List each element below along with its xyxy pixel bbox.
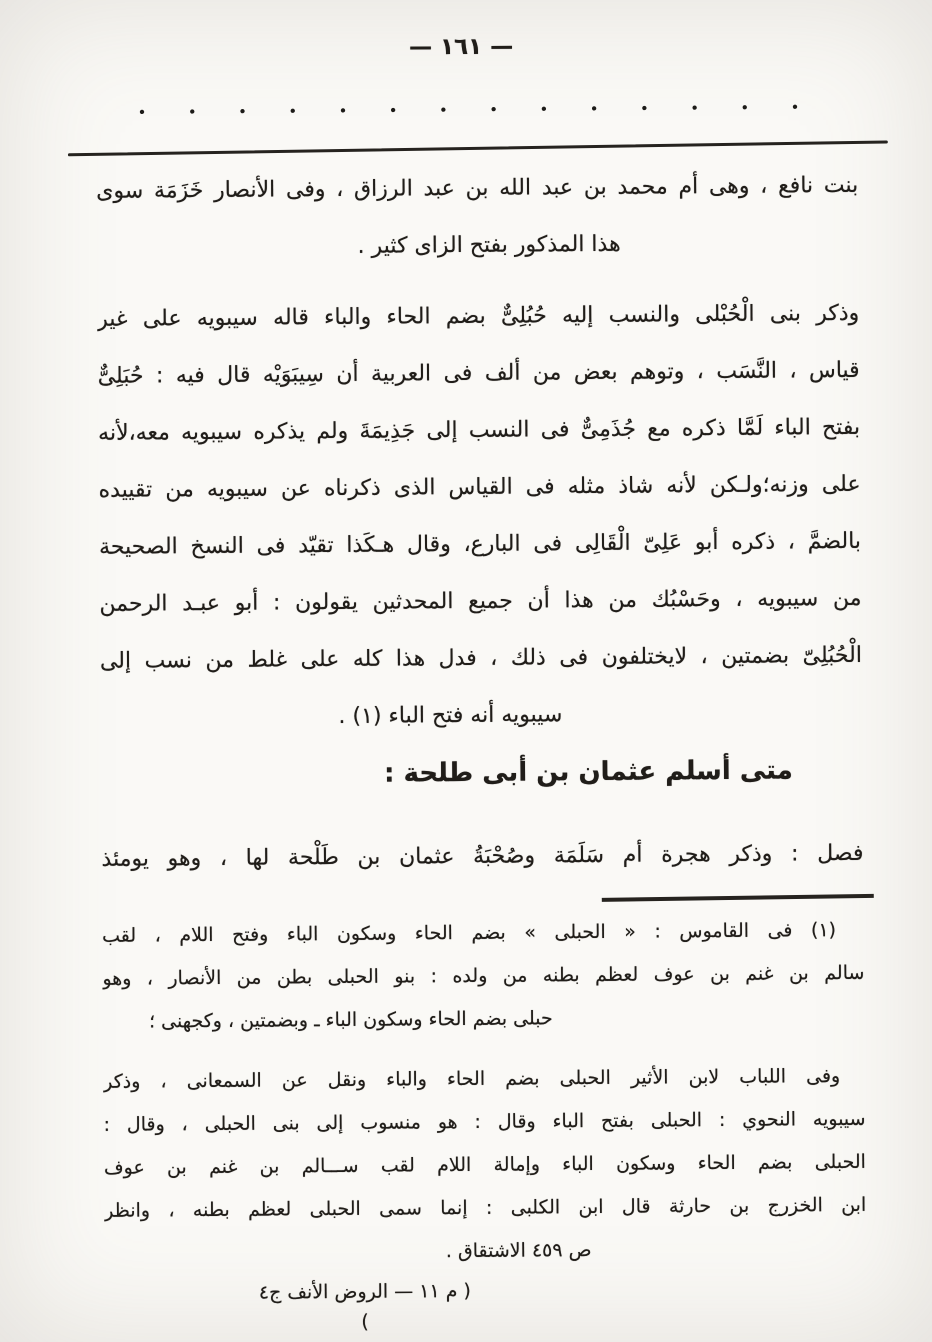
text-line: بالضمَّ ، ذكره أبو عَلِىّ الْقَالِى فى البارع، وقال هـكَذا تقيّد فى النسخ الصحيحة — [98, 528, 862, 560]
fasl-paragraph — [101, 825, 863, 888]
section-heading: متى أسلم عثمان بن أبى طلحة : — [383, 755, 793, 789]
text-line: وذكر بنى الْحُبْلى والنسب إليه حُبُلِىٌّ بضم الحاء والباء قاله سيبويه على غير — [97, 300, 860, 332]
footnote-line: وفى اللباب لابن الأثير الحبلى بضم الحاء والباء ونقل عن السمعانى ، وذكر — [103, 1065, 841, 1093]
ornament-dot: • — [639, 99, 649, 118]
ornament-dot: • — [790, 98, 800, 117]
ornament-dots-row — [138, 100, 800, 120]
footnote-paragraph-1 — [102, 909, 865, 1044]
page-number: — ١٦١ — — [408, 33, 514, 61]
text-line: هذا المذكور بفتح الزاى كثير . — [357, 231, 621, 259]
ornament-dot: • — [288, 102, 298, 121]
footnote-line: سالم بن غنم بن عوف لعظم بطنه من ولده : بنو الحبلى بطن من الأنصار ، وهو — [102, 961, 865, 990]
ornament-dot: • — [438, 101, 448, 120]
footnote-line: حبلى بضم الحاء وسكون الباء ـ وبضمتين ، وكجهنى ؛ — [148, 1007, 553, 1033]
text-line: قياس ، النَّسَب ، وتوهم بعض من ألف فى العربية أن سِيبَوَيْه قال فيه : حُبَلِىٌّ — [97, 357, 860, 389]
footnote-line: ص ٤٥٩ الاشتقاق . — [445, 1239, 592, 1263]
ornament-dot: • — [690, 99, 700, 118]
ornament-dot: • — [187, 103, 197, 122]
ornament-dot: • — [137, 103, 147, 122]
ornament-dot: • — [237, 102, 247, 121]
footnote-paragraph-2 — [103, 1055, 867, 1276]
footnote-line: ابن الخزرج بن حارثة قال ابن الكلبى : إنما سمى الحبلى لعظم بطنه ، وانظر — [104, 1193, 867, 1222]
ornament-dot: • — [740, 98, 750, 117]
ornament-dot: • — [539, 100, 549, 119]
text-line: فصل : وذكر هجرة أم سَلَمَة وصُحْبَةُ عثمان بن طَلْحة لها ، وهو يومئذ — [101, 840, 864, 872]
footnote-separator-rule — [602, 894, 874, 902]
footnote-line: (١) فى القاموس : « الحبلى » بضم الحاء وسكون الباء وفتح اللام ، لقب — [101, 919, 837, 947]
main-paragraph-2 — [97, 285, 863, 747]
text-line: من سيبويه ، وحَسْبُك من هذا أن جميع المحدثين يقولون : أبو عبـد الرحمن — [99, 585, 862, 617]
text-line: سيبويه أنه فتح الباء (١) . — [338, 702, 563, 730]
footnote-line: الحبلى بضم الحاء وسكون الباء وإمالة اللام لقب ســـالم بن غنم بن عوف — [103, 1150, 866, 1179]
ornament-dot: • — [489, 100, 499, 119]
footnote-line: سيبويه النحوي : الحبلى بفتح الباء وقال : هو منسوب إلى بنى الحبلى ، وقال : — [103, 1107, 866, 1136]
ornament-dot: • — [388, 101, 398, 120]
header-rule-divider — [68, 140, 888, 156]
ornament-dot: • — [338, 101, 348, 120]
text-line: بنت نافع ، وهى أم محمد بن عبد الله بن عبد الرزاق ، وفى الأنصار خَزَمَة سوى — [96, 172, 859, 204]
ornament-dot: • — [589, 99, 599, 119]
text-line: على وزنه؛ولـكن لأنه شاذ مثله فى القياس الذى ذكرناه عن سيبويه من تقييده — [98, 471, 861, 503]
text-line: الْحُبُلِىّ بضمتين ، لايختلفون فى ذلك ، فدل هذا كله على غلط من نسب إلى — [99, 642, 862, 674]
main-paragraph-1 — [96, 157, 859, 277]
printer-signature: ( م ١١ — الروض الأنف ج٤ ) — [258, 1279, 472, 1333]
text-line: بفتح الباء لَمَّا ذكره مع جُذَمِىٌّ فى النسب إلى جَذِيمَةَ ولم يذكره سيبويه معه،لأنه — [98, 414, 861, 446]
